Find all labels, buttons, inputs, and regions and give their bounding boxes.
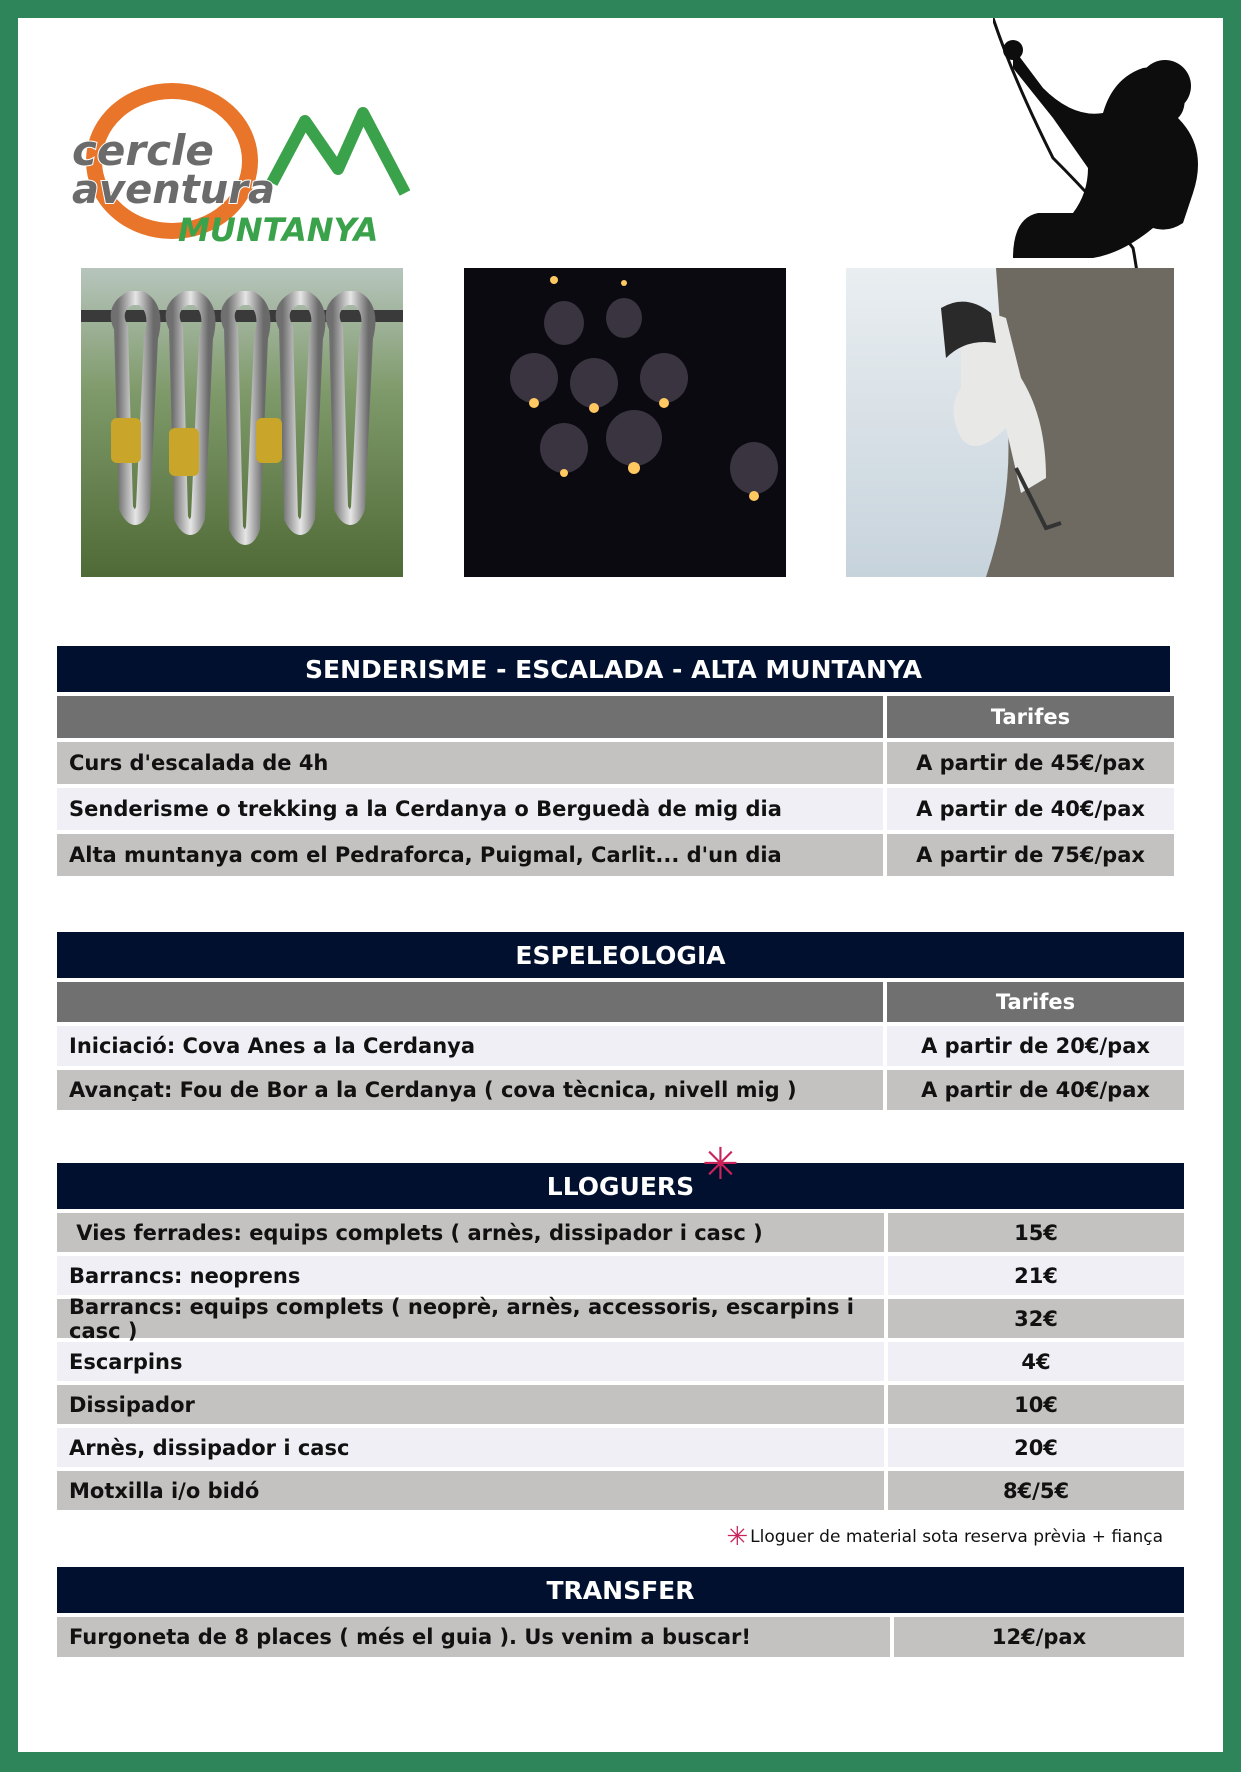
row-label: Curs d'escalada de 4h: [57, 742, 883, 784]
asterisk-icon: ✳: [702, 1139, 739, 1190]
row-price: A partir de 20€/pax: [887, 1026, 1184, 1066]
table-row: [57, 742, 1190, 784]
table-row: [57, 1385, 1184, 1424]
row-price: 32€: [888, 1299, 1184, 1338]
rental-note-text: Lloguer de material sota reserva prèvia + fiança: [750, 1527, 1163, 1547]
header-rates: Tarifes: [887, 982, 1184, 1022]
row-label: Barrancs: neoprens: [57, 1256, 884, 1295]
cave-group-photo: [464, 268, 786, 577]
rentals-section: [57, 1139, 1184, 1510]
section-title: LLOGUERS: [546, 1172, 695, 1201]
header-rates: Tarifes: [887, 696, 1174, 738]
row-label: Arnès, dissipador i casc: [57, 1428, 884, 1467]
via-ferrata-photo: [846, 268, 1174, 577]
header-left: [57, 982, 883, 1022]
row-label: Senderisme o trekking a la Cerdanya o Berguedà de mig dia: [57, 788, 883, 830]
section-title: SENDERISME - ESCALADA - ALTA MUNTANYA: [57, 646, 1170, 692]
table-row: [57, 1428, 1184, 1467]
row-label: Iniciació: Cova Anes a la Cerdanya: [57, 1026, 883, 1066]
header-left: [57, 696, 883, 738]
table-row: [57, 1213, 1184, 1252]
rental-note: [726, 1524, 1163, 1550]
row-label: Avançat: Fou de Bor a la Cerdanya ( cova tècnica, nivell mig ): [57, 1070, 883, 1110]
row-price: 10€: [888, 1385, 1184, 1424]
row-price: 8€/5€: [888, 1471, 1184, 1510]
table-row: [57, 1617, 1184, 1657]
row-label: Dissipador: [57, 1385, 884, 1424]
table-row: [57, 1256, 1184, 1295]
carabiners-photo: [81, 268, 403, 577]
row-label: Escarpins: [57, 1342, 884, 1381]
row-label: Motxilla i/o bidó: [57, 1471, 884, 1510]
transfer-section: [57, 1567, 1184, 1657]
asterisk-icon: ✳: [726, 1522, 749, 1552]
page: [18, 18, 1223, 1752]
row-label: Barrancs: equips complets ( neoprè, arnès, accessoris, escarpins i casc ): [57, 1299, 884, 1338]
row-price: A partir de 45€/pax: [887, 742, 1174, 784]
table-row: [57, 1070, 1184, 1110]
row-price: A partir de 40€/pax: [887, 788, 1174, 830]
row-price: A partir de 40€/pax: [887, 1070, 1184, 1110]
logo-graphic: [60, 73, 420, 263]
row-price: A partir de 75€/pax: [887, 834, 1174, 876]
row-price: 4€: [888, 1342, 1184, 1381]
logo: [60, 73, 420, 263]
table-row: [57, 834, 1190, 876]
row-price: 12€/pax: [894, 1617, 1184, 1657]
section-title: ESPELEOLOGIA: [57, 932, 1184, 978]
section-title-wrap: [57, 1139, 1184, 1209]
table-row: [57, 1294, 1184, 1343]
row-price: 20€: [888, 1428, 1184, 1467]
table-row: [57, 1026, 1184, 1066]
table-row: [57, 1471, 1184, 1510]
section-title: TRANSFER: [57, 1567, 1184, 1613]
table-row: [57, 1342, 1184, 1381]
row-price: 21€: [888, 1256, 1184, 1295]
row-label: Vies ferrades: equips complets ( arnès, dissipador i casc ): [57, 1213, 884, 1252]
caving-section: [57, 932, 1184, 1110]
row-price: 15€: [888, 1213, 1184, 1252]
logo-line-1: cercle: [72, 126, 214, 175]
climbing-section: [57, 646, 1190, 876]
table-header-row: [57, 982, 1184, 1022]
logo-line-3: MUNTANYA: [178, 211, 379, 249]
table-row: [57, 788, 1190, 830]
table-header-row: [57, 696, 1190, 738]
logo-line-2: aventura: [72, 167, 275, 213]
row-label: Alta muntanya com el Pedraforca, Puigmal, Carlit... d'un dia: [57, 834, 883, 876]
row-label: Furgoneta de 8 places ( més el guia ). Us venim a buscar!: [57, 1617, 890, 1657]
